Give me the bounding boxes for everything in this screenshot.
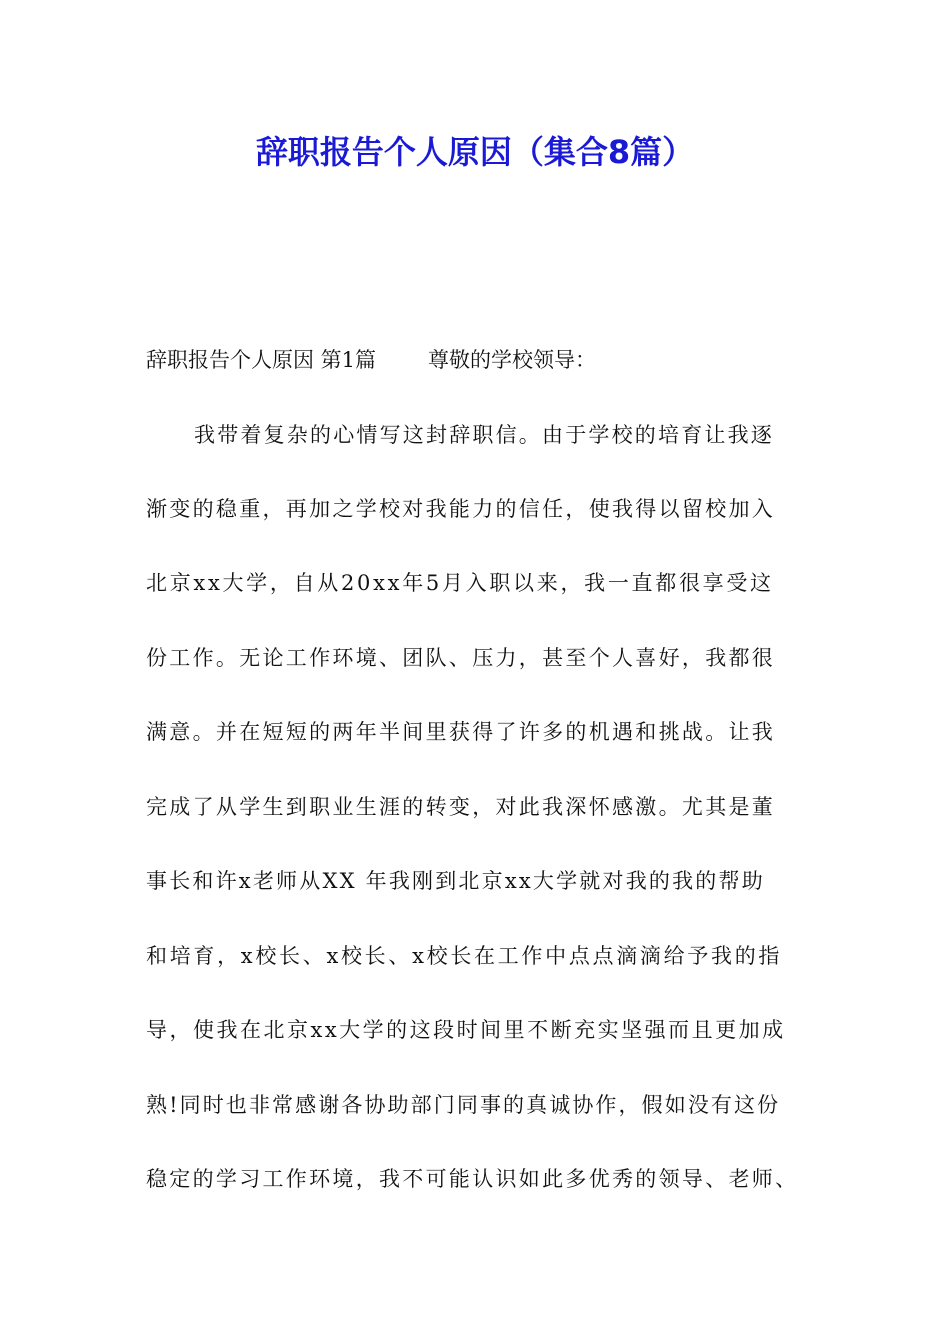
paragraph-line: 满意。并在短短的两年半间里获得了许多的机遇和挑战。让我 [146, 720, 776, 744]
paragraph-line: 份工作。无论工作环境、团队、压力，甚至个人喜好，我都很 [146, 646, 776, 670]
section-heading-line [146, 345, 596, 375]
paragraph-line: 稳定的学习工作环境，我不可能认识如此多优秀的领导、老师、 [146, 1167, 799, 1191]
paragraph-line: 我带着复杂的心情写这封辞职信。由于学校的培育让我逐 [194, 423, 774, 447]
paragraph-line: 和培育，x校长、x校长、x校长在工作中点点滴滴给予我的指 [146, 944, 783, 968]
paragraph-line: 导，使我在北京xx大学的这段时间里不断充实坚强而且更加成 [146, 1018, 786, 1042]
paragraph-line: 熟!同时也非常感谢各协助部门同事的真诚协作，假如没有这份 [146, 1093, 781, 1117]
document-title: 辞职报告个人原因（集合8篇） [255, 133, 695, 171]
salutation: 尊敬的学校领导： [428, 348, 597, 372]
paragraph-line: 渐变的稳重，再加之学校对我能力的信任，使我得以留校加入 [146, 497, 776, 521]
paragraph-line: 事长和许x老师从XX 年我刚到北京xx大学就对我的我的帮助 [146, 869, 765, 893]
section-heading: 辞职报告个人原因 第1篇 [146, 348, 377, 372]
paragraph-line: 完成了从学生到职业生涯的转变，对此我深怀感激。尤其是董 [146, 795, 776, 819]
paragraph-line: 北京xx大学，自从20xx年5月入职以来，我一直都很享受这 [146, 571, 774, 595]
